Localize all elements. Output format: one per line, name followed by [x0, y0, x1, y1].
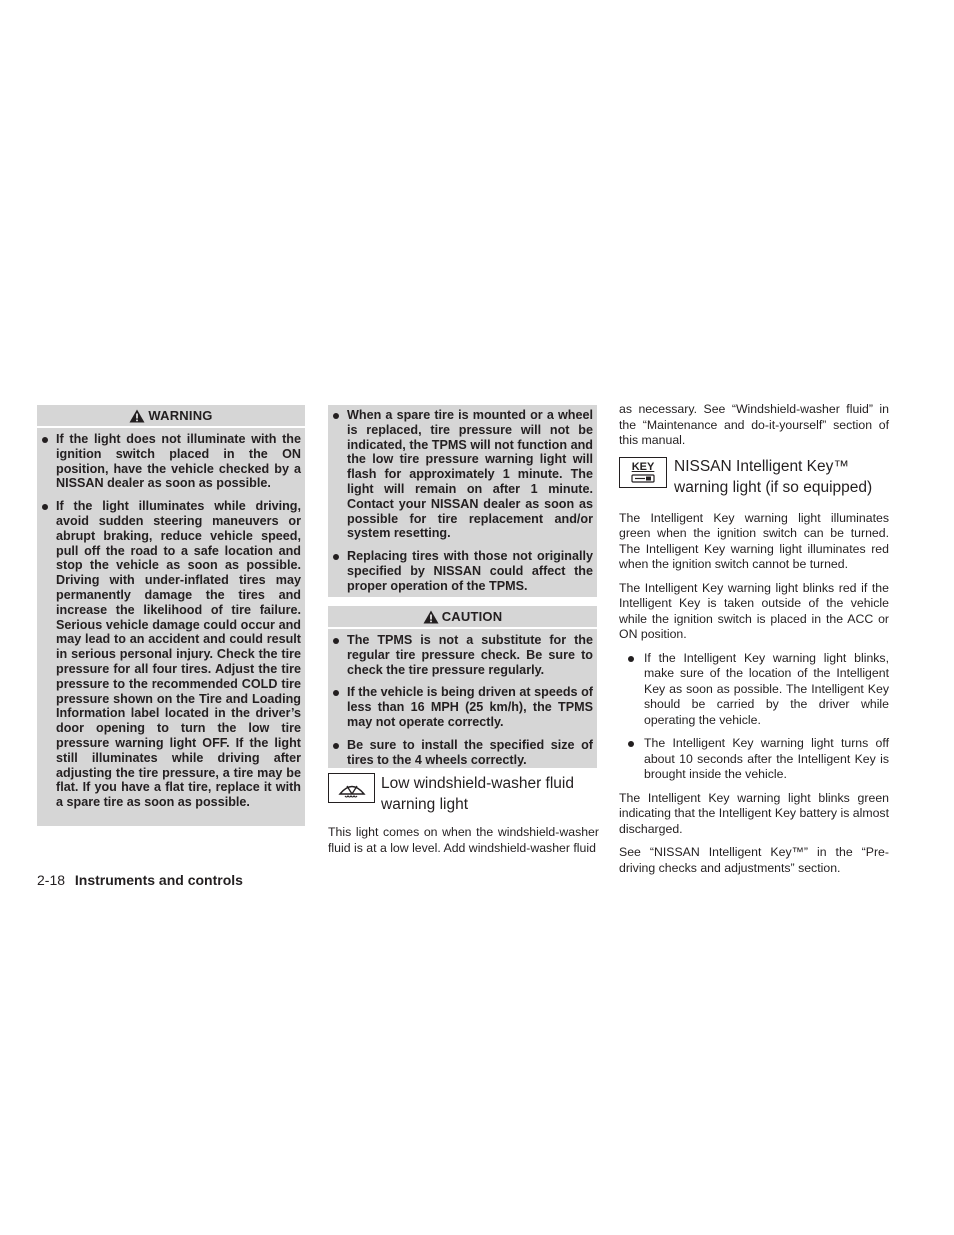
- page-number: 2-18: [37, 872, 66, 888]
- warning-item: If the light does not illuminate with the ignition switch placed in the ON position, have the vehicle checked by a NISSAN dealer as soon as possible.: [39, 432, 301, 491]
- page-footer: [37, 872, 243, 888]
- caution-header: [328, 606, 597, 629]
- key-para-2: The Intelligent Key warning light blinks red if the Intelligent Key is taken outside of the vehicle while the ignition switch is placed in the ACC or ON position.: [619, 580, 889, 641]
- washer-body: This light comes on when the windshield-washer fluid is at a low level. Add windshield-washer fluid: [328, 825, 599, 855]
- key-heading: [674, 456, 894, 498]
- key-para-4: See “NISSAN Intelligent Key™” in the “Pre-driving checks and adjustments” section.: [619, 845, 889, 875]
- caution-item: The TPMS is not a substitute for the regular tire pressure check. Be sure to check the tire pressure regularly.: [330, 633, 593, 677]
- key-heading-line1: NISSAN Intelligent Key™: [674, 457, 849, 475]
- intelligent-key-icon: [619, 457, 667, 488]
- continued-text: as necessary. See “Windshield-washer fluid” in the “Maintenance and do-it-yourself” section of this manual.: [619, 402, 889, 447]
- warning-item: When a spare tire is mounted or a wheel is replaced, tire pressure will not be indicated, the TPMS will not function and the low tire pressure warning light will flash for approximately 1 minute. The light will remain on after 1 minute. Contact your NISSAN dealer as soon as possible for tire replacement and/or system resetting.: [330, 408, 593, 541]
- caution-box: [328, 606, 597, 768]
- washer-heading-line1: Low windshield-washer fluid: [381, 775, 574, 792]
- warning-item: Replacing tires with those not originally specified by NISSAN could affect the proper operation of the TPMS.: [330, 549, 593, 593]
- warning-header: [37, 405, 305, 428]
- key-icon-label: KEY: [631, 460, 655, 473]
- warning-triangle-icon: [129, 409, 145, 423]
- key-heading-line2: warning light (if so equipped): [674, 478, 873, 496]
- warning-title: WARNING: [148, 408, 213, 423]
- caution-item: If the vehicle is being driven at speeds of less than 16 MPH (25 km/h), the TPMS may not operate correctly.: [330, 685, 593, 729]
- column-3: [619, 402, 889, 884]
- key-para-1: The Intelligent Key warning light illuminates green when the ignition switch can be turned. The Intelligent Key warning light illuminates red when the ignition switch cannot be turned.: [619, 510, 889, 571]
- windshield-washer-icon: [328, 773, 375, 803]
- key-para-3: The Intelligent Key warning light blinks green indicating that the Intelligent Key battery is almost discharged.: [619, 790, 889, 836]
- warning-item: If the light illuminates while driving, avoid sudden steering maneuvers or abrupt braking, reduce vehicle speed, pull off the road to a safe location and stop the vehicle as soon as possible. Driving with under-inflated tires may permanently damage the tires and increase the likelihood of tire failure. Serious vehicle damage could occur and may lead to an accident and could result in serious personal injury. Check the tire pressure for all four tires. Adjust the tire pressure to the recommended COLD tire pressure shown on the Tire and Loading Information label located in the driver’s door opening to turn the low tire pressure warning light OFF. If the light still illuminates while driving after adjusting the tire pressure, a tire may be flat. If you have a flat tire, replace it with a spare tire as soon as possible.: [39, 499, 301, 810]
- warning-continued-box: [328, 405, 597, 597]
- caution-title: CAUTION: [441, 609, 503, 624]
- caution-item: Be sure to install the specified size of tires to the 4 wheels correctly.: [330, 738, 593, 768]
- warning-triangle-icon: [423, 610, 439, 624]
- key-bullet: The Intelligent Key warning light turns off about 10 seconds after the Intelligent Key is brought inside the vehicle.: [619, 736, 889, 783]
- washer-heading-line2: warning light: [381, 796, 469, 813]
- key-bullet: If the Intelligent Key warning light blinks, make sure of the location of the Intelligent Key as soon as possible. The Intelligent Key should be carried by the driver while operating the vehicle.: [619, 651, 889, 729]
- key-fob-icon: [631, 474, 655, 483]
- washer-heading: [381, 773, 601, 815]
- section-title: Instruments and controls: [74, 872, 243, 888]
- warning-box: [37, 405, 305, 826]
